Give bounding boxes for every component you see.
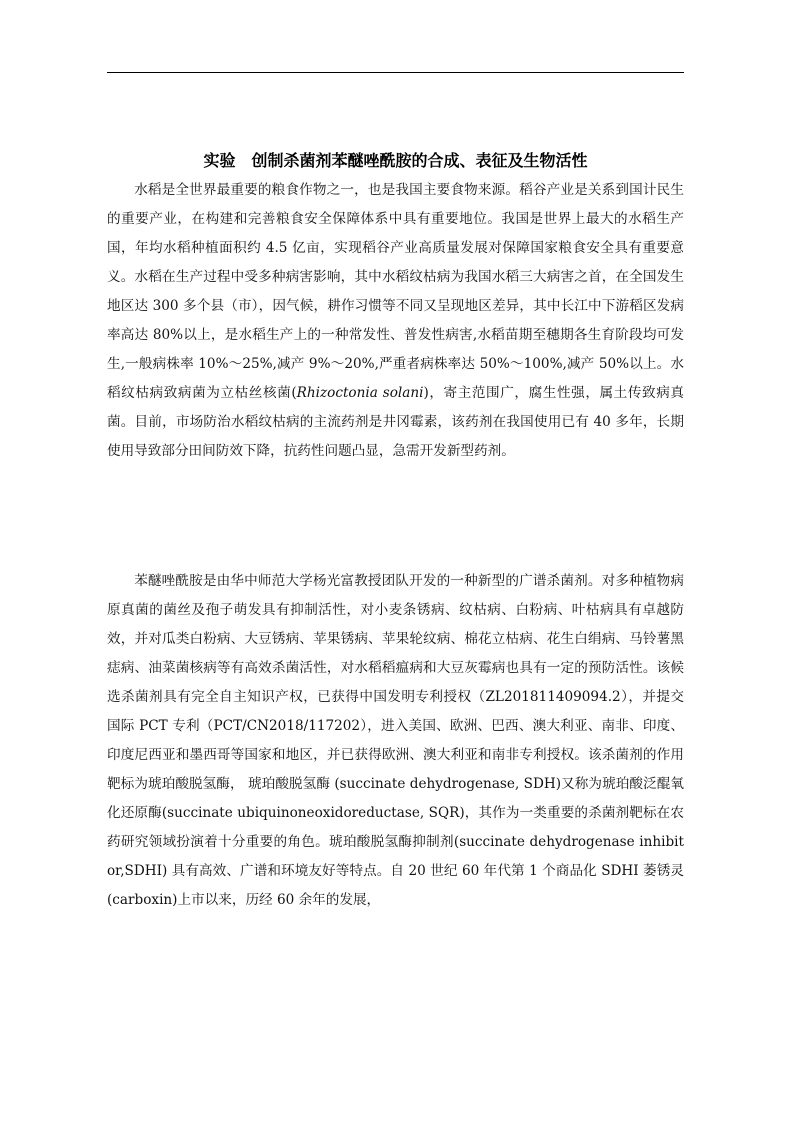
paragraph-intro-text-1: 水稻是全世界最重要的粮食作物之一，也是我国主要食物来源。稻谷产业是关系到国计民生的重要产业，在构建和完善粮食安全保障体系中具有重要地位。我国是世界上最大的水稻生产国，年均水稻种植面积约 4.5 亿亩，实现稻谷产业高质量发展对保障国家粮食安全具有重要意义。水稻在生产过程中受多种病害影响，其中水稻纹枯病为我国水稻三大病害之首，在全国发生地区达 300 多个县（市），因气候，耕作习惯等不同又呈现地区差异，其中长江中下游稻区发病率高达 80%以上，是水稻生产上的一种常发性、普发性病害,水稻苗期至穗期各生育阶段均可发生,一般病株率 10%～25%,减产 9%～20%,严重者病株率达 50%～100%,减产 50%以上。水稻纹枯病致病菌为立枯丝核菌( [107, 182, 684, 401]
paragraph-intro-text-2: )，寄主范围广，腐生性强，属土传致病真菌。目前，市场防治水稻纹枯病的主流药剂是井冈霉素，该药剂在我国使用已有 40 多年，长期使用导致部分田间防效下降，抗药性问题凸显，急需开发新型药剂。 [107, 385, 684, 459]
page-title: 实验 创制杀菌剂苯醚唑酰胺的合成、表征及生物活性 [203, 151, 588, 170]
paragraph-fungicide: 苯醚唑酰胺是由华中师范大学杨光富教授团队开发的一种新型的广谱杀菌剂。对多种植物病原真菌的菌丝及孢子萌发具有抑制活性，对小麦条锈病、纹枯病、白粉病、叶枯病具有卓越防效，并对瓜类白粉病、大豆锈病、苹果锈病、苹果轮纹病、棉花立枯病、花生白绢病、马铃薯黑痣病、油菜菌核病等有高效杀菌活性，对水稻稻瘟病和大豆灰霉病也具有一定的预防活性。该候选杀菌剂具有完全自主知识产权，已获得中国发明专利授权（ZL201811409094.2），并提交国际 PCT 专利（PCT/CN2018/117202），进入美国、欧洲、巴西、澳大利亚、南非、印度、印度尼西亚和墨西哥等国家和地区，并已获得欧洲、澳大利亚和南非专利授权。该杀菌剂的作用靶标为琥珀酸脱氢酶， 琥珀酸脱氢酶 (succinate dehydrogenase, SDH)又称为琥珀酸泛醌氧化还原酶(succinate ubiquinoneoxidoreductase, SQR)，其作为一类重要的杀菌剂靶标在农药研究领域扮演着十分重要的角色。琥珀酸脱氢酶抑制剂(succinate dehydrogenase inhibitor,SDHI) 具有高效、广谱和环境友好等特点。自 20 世纪 60 年代第 1 个商品化 SDHI 萎锈灵(carboxin)上市以来，历经 60 余年的发展， [107, 573, 684, 908]
paragraph-intro [107, 176, 684, 466]
species-name: Rhizoctonia solani [296, 385, 424, 401]
header-rule [107, 72, 684, 73]
